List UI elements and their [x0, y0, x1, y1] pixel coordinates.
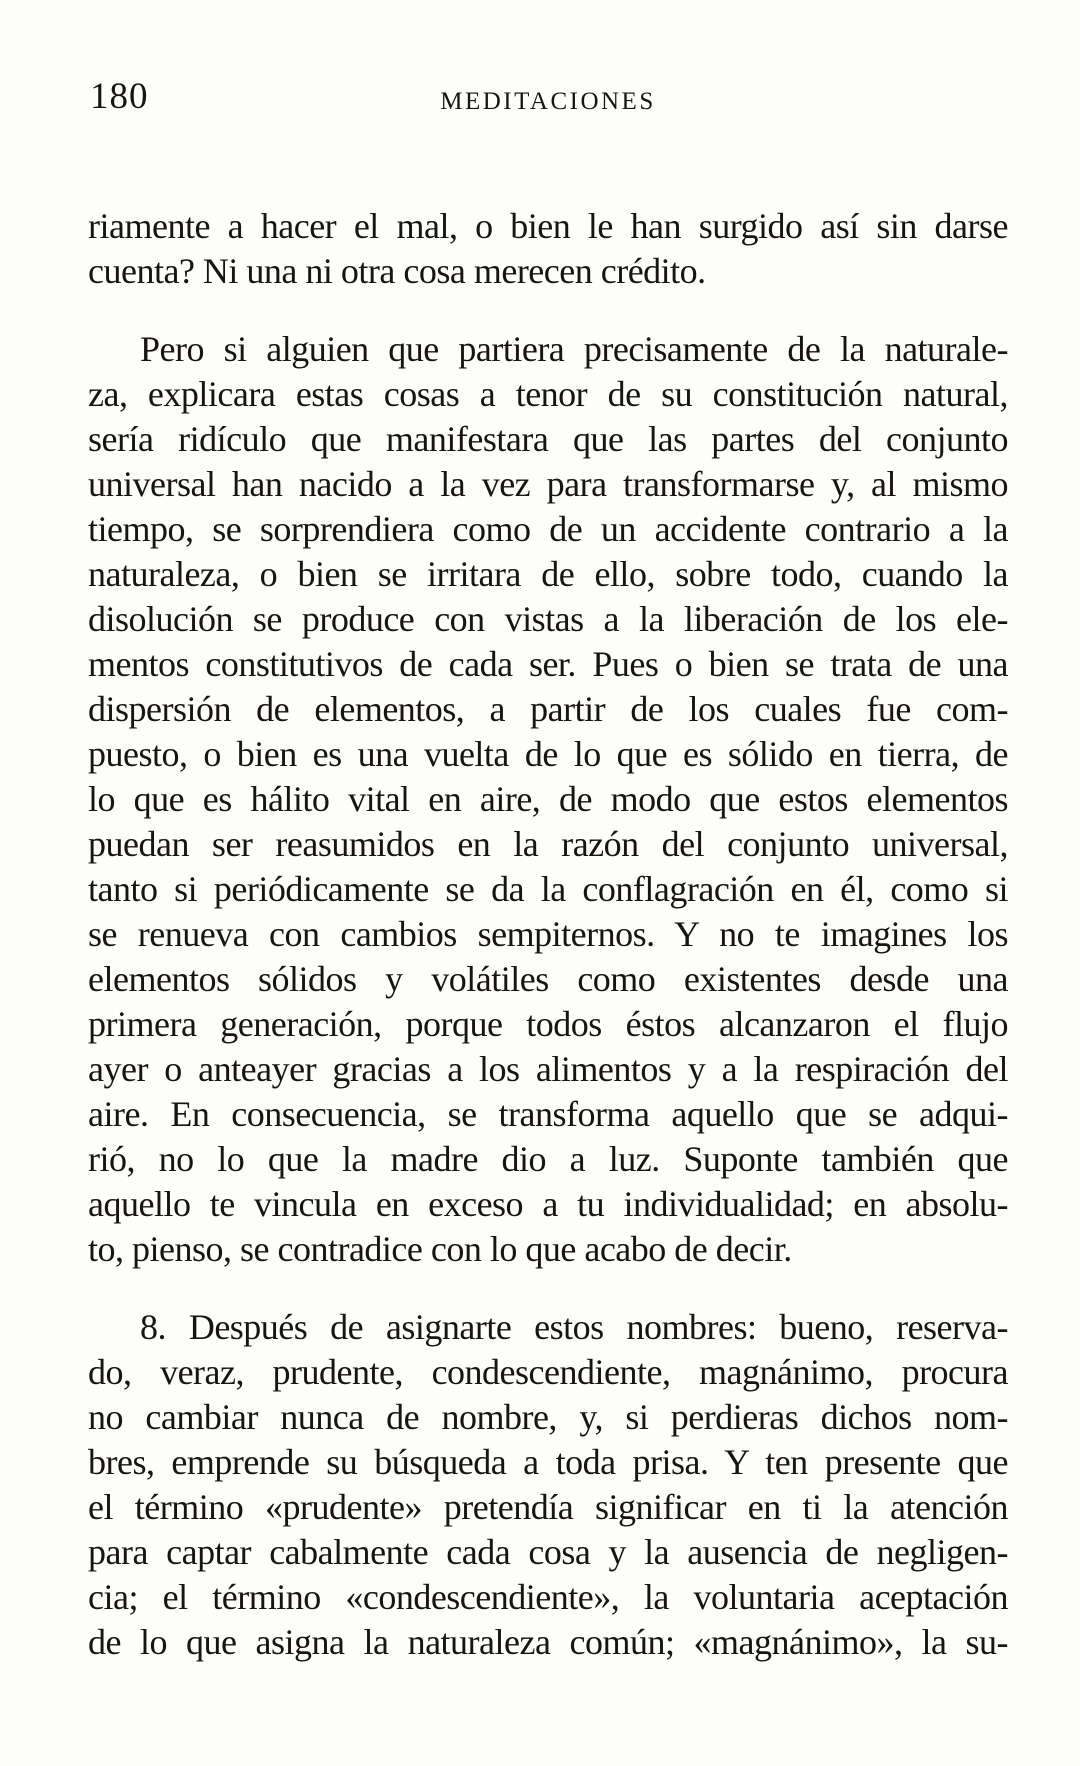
page-number: 180 — [90, 76, 149, 117]
text-line: za, explicara estas cosas a tenor de su constitución natural, — [88, 374, 1008, 414]
text-line: cia; el término «condescendiente», la voluntaria aceptación — [88, 1577, 1008, 1617]
text-line: se renueva con cambios sempiternos. Y no te imagines los — [88, 914, 1008, 954]
text-line: universal han nacido a la vez para transformarse y, al mismo — [88, 464, 1008, 504]
text-line: to, pienso, se contradice con lo que acabo de decir. — [88, 1229, 792, 1269]
text-line: tanto si periódicamente se da la conflagración en él, como si — [88, 869, 1008, 909]
text-line: 8. Después de asignarte estos nombres: bueno, reserva- — [140, 1307, 1008, 1347]
paragraph — [88, 327, 1008, 1272]
text-line: ayer o anteayer gracias a los alimentos y a la respiración del — [88, 1049, 1008, 1089]
text-line: mentos constitutivos de cada ser. Pues o bien se trata de una — [88, 644, 1008, 684]
text-line: bres, emprende su búsqueda a toda prisa. Y ten presente que — [88, 1442, 1008, 1482]
text-line: Pero si alguien que partiera precisamente de la naturale- — [140, 329, 1008, 369]
page-header — [88, 78, 1008, 122]
text-line: puedan ser reasumidos en la razón del conjunto universal, — [88, 824, 1008, 864]
text-line: primera generación, porque todos éstos alcanzaron el flujo — [88, 1004, 1008, 1044]
text-line: lo que es hálito vital en aire, de modo que estos elementos — [88, 779, 1008, 819]
text-line: puesto, o bien es una vuelta de lo que es sólido en tierra, de — [88, 734, 1008, 774]
text-line: para captar cabalmente cada cosa y la ausencia de negligen- — [88, 1532, 1008, 1572]
paragraph — [88, 1305, 1008, 1665]
text-line: elementos sólidos y volátiles como existentes desde una — [88, 959, 1008, 999]
text-line: naturaleza, o bien se irritara de ello, sobre todo, cuando la — [88, 554, 1008, 594]
text-line: el término «prudente» pretendía significar en ti la atención — [88, 1487, 1008, 1527]
text-line: dispersión de elementos, a partir de los cuales fue com- — [88, 689, 1008, 729]
text-line: cuenta? Ni una ni otra cosa merecen crédito. — [88, 251, 706, 291]
text-block — [88, 204, 1008, 1665]
text-line: de lo que asigna la naturaleza común; «magnánimo», la su- — [88, 1622, 1008, 1662]
text-line: do, veraz, prudente, condescendiente, magnánimo, procura — [88, 1352, 1008, 1392]
text-line: rió, no lo que la madre dio a luz. Suponte también que — [88, 1139, 1008, 1179]
text-line: aquello te vincula en exceso a tu individualidad; en absolu- — [88, 1184, 1008, 1224]
paragraph — [88, 204, 1008, 294]
text-line: no cambiar nunca de nombre, y, si perdieras dichos nom- — [88, 1397, 1008, 1437]
running-title: MEDITACIONES — [440, 88, 656, 115]
text-line: aire. En consecuencia, se transforma aquello que se adqui- — [88, 1094, 1008, 1134]
text-line: sería ridículo que manifestara que las partes del conjunto — [88, 419, 1008, 459]
text-line: disolución se produce con vistas a la liberación de los ele- — [88, 599, 1008, 639]
text-line: riamente a hacer el mal, o bien le han surgido así sin darse — [88, 206, 1008, 246]
text-line: tiempo, se sorprendiera como de un accidente contrario a la — [88, 509, 1008, 549]
